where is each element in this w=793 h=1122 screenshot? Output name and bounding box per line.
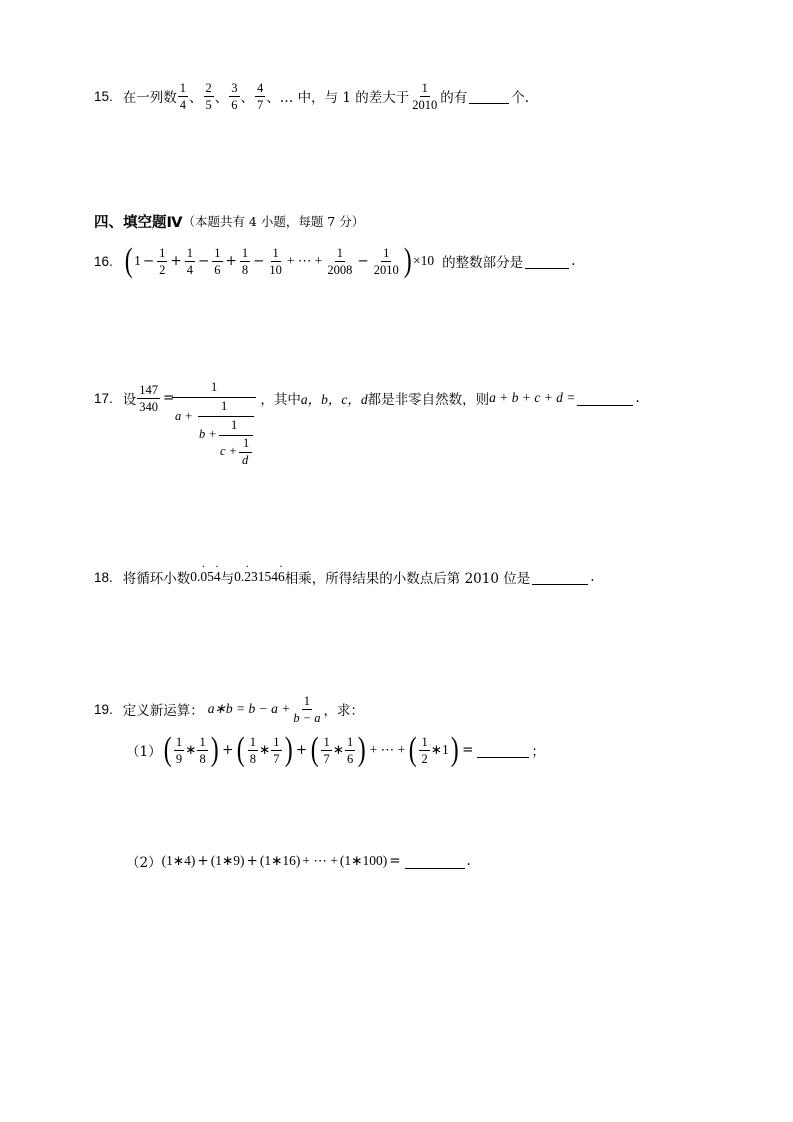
fraction: $\frac{1}{8}$ — [241, 245, 249, 277]
period: . — [571, 253, 576, 269]
term: (1∗9) — [210, 853, 245, 868]
separator: 、 — [266, 90, 280, 106]
question-text: 的有 — [440, 90, 468, 106]
cf-a: a + — [175, 409, 193, 423]
question-15 — [94, 78, 529, 114]
cf-numerator: 1 — [211, 380, 218, 394]
cf-numerator: 1 — [221, 399, 228, 413]
fraction: $\frac{1}{6}$ — [214, 245, 221, 277]
answer-blank[interactable] — [577, 391, 633, 406]
fraction: $\frac{1}{2010}$ — [373, 245, 399, 277]
separator: 、 — [240, 90, 255, 106]
fraction: $\frac{1}{2008}$ — [327, 245, 353, 277]
left-paren: ( — [310, 731, 319, 768]
separator: 、 — [189, 90, 203, 106]
answer-blank[interactable] — [532, 570, 588, 585]
definition: a∗b = b − a + — [207, 701, 291, 716]
fraction: $\frac{1}{2}$ — [421, 734, 428, 766]
term: (1∗16) — [259, 853, 301, 868]
fraction: $\frac{1}{8}$ — [249, 734, 256, 766]
question-number: 15. — [94, 88, 113, 104]
section-header — [94, 210, 364, 232]
variables: a，b，c，d — [300, 392, 368, 407]
question-text: ，求： — [323, 703, 364, 719]
fraction: $\frac{1}{9}$ — [175, 734, 183, 766]
star-operator: ∗ — [185, 742, 197, 757]
term: 1 — [442, 742, 449, 757]
question-text: 设 — [122, 392, 137, 408]
section-note: （本题共有 4 小题，每题 7 分） — [182, 214, 365, 229]
equals: = — [462, 742, 474, 758]
sum-expression: a + b + c + d = — [489, 390, 576, 405]
right-paren: ) — [210, 731, 219, 768]
operator: − — [253, 253, 265, 269]
cf-bar — [172, 397, 256, 398]
left-paren: ( — [124, 242, 133, 279]
term: 1 — [134, 253, 141, 268]
operator: − — [197, 253, 210, 269]
star-operator: ∗ — [258, 742, 271, 757]
plus: + — [246, 853, 258, 869]
section-title: 四、填空题Ⅳ — [94, 214, 183, 231]
right-paren: ) — [450, 731, 459, 768]
fraction: $\frac{1}{4}$ — [179, 80, 187, 112]
ellipsis: + ⋯ + — [302, 853, 338, 868]
equals: = — [163, 390, 175, 406]
cf-c: c + — [220, 444, 238, 458]
period: . — [635, 390, 640, 406]
question-text: 的整数部分是 — [442, 255, 524, 271]
fraction: $\frac{1}{10}$ — [269, 245, 282, 277]
equals: = — [389, 853, 401, 869]
question-19-part-1 — [126, 730, 545, 770]
question-19 — [94, 690, 364, 728]
question-text: 都是非零自然数，则 — [367, 392, 490, 408]
right-paren: ) — [357, 731, 366, 768]
period: . — [590, 569, 595, 585]
cf-d: d — [242, 453, 249, 467]
answer-blank[interactable] — [477, 743, 529, 758]
question-19-part-2 — [126, 850, 471, 872]
plus: + — [295, 742, 308, 758]
fraction: $\frac{1}{b - a}$ — [293, 693, 321, 725]
answer-blank[interactable] — [405, 854, 465, 869]
cf-numerator: 1 — [231, 418, 238, 432]
star-operator: ∗ — [430, 742, 442, 757]
plus: + — [197, 853, 209, 869]
repeating-decimal-2: 0.2 ·31546 · — [234, 569, 285, 585]
left-paren: ( — [237, 731, 246, 768]
question-number: 19. — [94, 701, 113, 717]
operator: + — [225, 253, 237, 269]
cf-b: b + — [199, 427, 217, 441]
operator: + — [170, 253, 182, 269]
question-16 — [94, 242, 575, 280]
question-text: 个. — [511, 90, 530, 106]
part-label: （2） — [126, 855, 162, 871]
answer-blank[interactable] — [469, 89, 509, 104]
star-operator: ∗ — [332, 742, 345, 757]
separator: 、 — [214, 90, 229, 106]
fraction: $\frac{1}{4}$ — [186, 245, 193, 277]
period: . — [466, 853, 471, 869]
right-paren: ) — [403, 242, 412, 279]
cf-numerator: 1 — [243, 436, 250, 450]
term: (1∗4) — [161, 853, 196, 868]
fraction: $\frac{1}{7}$ — [323, 734, 330, 766]
question-number: 18. — [94, 569, 113, 585]
question-number: 16. — [94, 253, 113, 269]
plus: + — [222, 742, 234, 758]
ellipsis: + ⋯ + — [369, 742, 406, 757]
fraction: $\frac{1}{2010}$ — [412, 80, 438, 112]
question-text: 在一列数 — [122, 90, 177, 106]
fraction: $\frac{147}{340}$ — [139, 382, 159, 414]
question-18 — [94, 566, 595, 588]
fraction: $\frac{1}{2}$ — [159, 245, 166, 277]
fraction: $\frac{1}{6}$ — [347, 734, 354, 766]
operator: − — [357, 253, 369, 269]
question-number: 17. — [94, 390, 113, 406]
left-paren: ( — [408, 731, 417, 768]
fraction: $\frac{4}{7}$ — [257, 80, 264, 112]
fraction: $\frac{1}{7}$ — [273, 734, 280, 766]
operator: − — [142, 253, 155, 269]
question-text: 相乘，所得结果的小数点后第 2010 位是 — [284, 571, 531, 587]
question-text: ，其中 — [260, 392, 301, 408]
fraction: $\frac{1}{8}$ — [199, 734, 206, 766]
fraction: $\frac{3}{6}$ — [231, 80, 238, 112]
question-text: … 中，与 1 的差大于 — [279, 90, 410, 106]
part-label: （1） — [126, 744, 162, 760]
question-text: 定义新运算： — [122, 703, 204, 719]
question-text: 将循环小数 — [122, 571, 191, 587]
cf-bar — [198, 416, 254, 417]
term: (1∗100) — [339, 853, 388, 868]
semicolon: ； — [531, 744, 545, 760]
repeating-decimal-1: 0.0 ·54 · — [190, 569, 220, 585]
multiplier: ×10 — [413, 253, 435, 268]
ellipsis: + ⋯ + — [286, 253, 323, 268]
question-text: 与 — [220, 571, 235, 587]
fraction: $\frac{2}{5}$ — [205, 80, 212, 112]
right-paren: ) — [284, 731, 293, 768]
left-paren: ( — [163, 731, 172, 768]
answer-blank[interactable] — [525, 254, 569, 269]
